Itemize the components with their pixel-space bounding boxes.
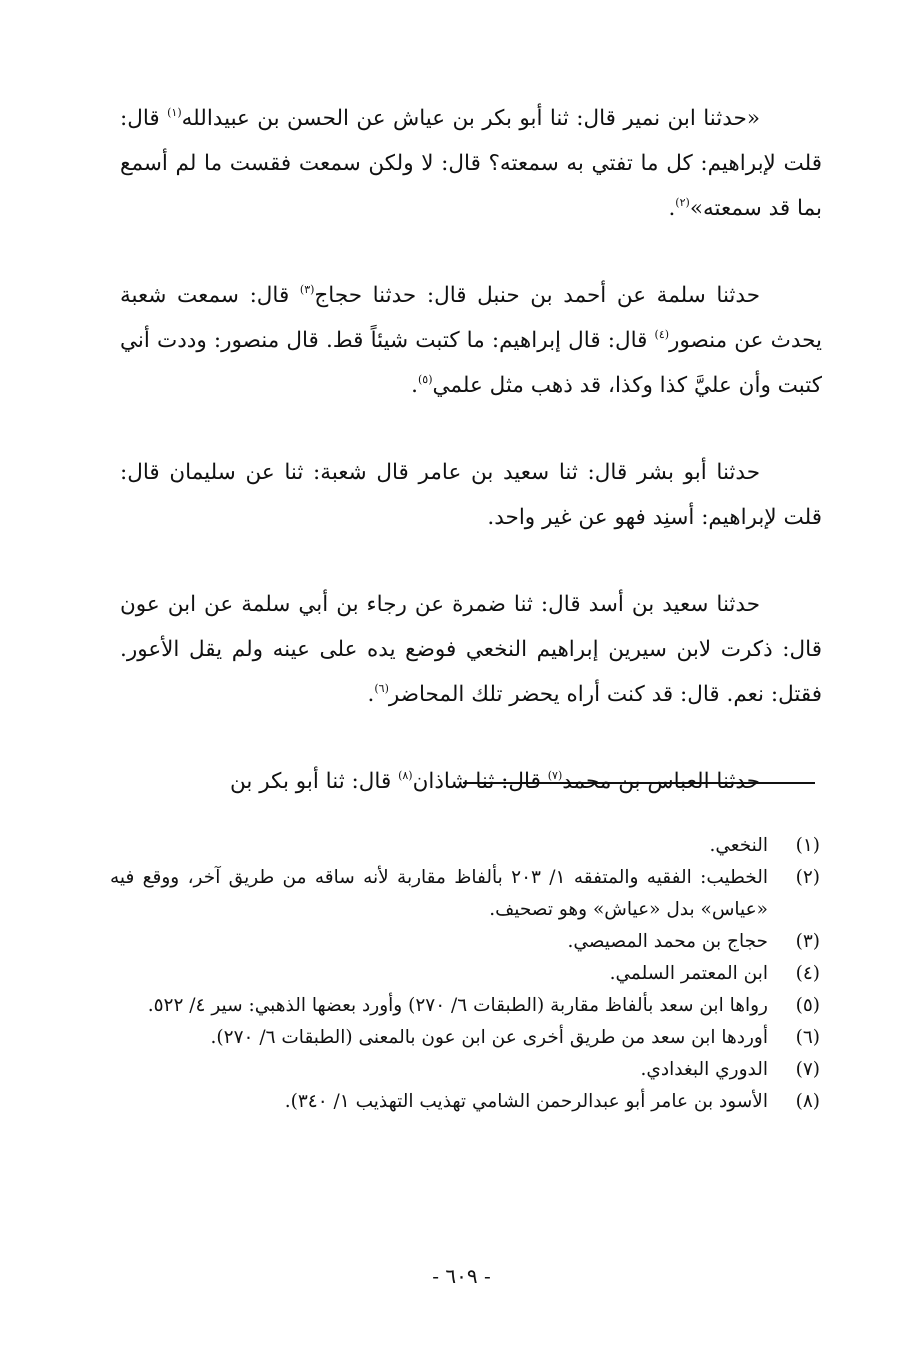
footnote-number: (٢) bbox=[795, 867, 820, 888]
footnote-number: (٨) bbox=[795, 1091, 820, 1112]
footnote-number: (٣) bbox=[795, 931, 820, 952]
footnote-ref-5: (٥) bbox=[417, 373, 433, 386]
page-number: - ٦٠٩ - bbox=[432, 1264, 491, 1288]
footnote-divider bbox=[463, 782, 815, 784]
footnote-ref-4: (٤) bbox=[654, 328, 670, 341]
footnote-ref-8: (٨) bbox=[398, 769, 413, 782]
footnote-ref-2: (٢) bbox=[675, 196, 690, 209]
footnote-text: أوردها ابن سعد من طريق أخرى عن ابن عون بالمعنى (الطبقات ٦/ ٢٧٠). bbox=[210, 1027, 768, 1048]
footnote-text: النخعي. bbox=[709, 835, 768, 856]
footnote-5 bbox=[110, 990, 820, 1022]
footnote-number: (٤) bbox=[795, 963, 820, 984]
footnote-number: (٦) bbox=[795, 1027, 820, 1048]
footnotes-list bbox=[110, 830, 820, 1118]
footnote-ref-3: (٣) bbox=[299, 283, 315, 296]
footnote-8 bbox=[110, 1086, 820, 1118]
footnote-text: الخطيب: الفقيه والمتفقه ١/ ٢٠٣ بألفاظ مقاربة لأنه ساقه من طريق آخر، ووقع فيه «عياس» بدل «عياش» وهو تصحيف. bbox=[110, 867, 768, 920]
paragraph-4: حدثنا سعيد بن أسد قال: ثنا ضمرة عن رجاء بن أبي سلمة عن ابن عون قال: ذكرت لابن سيرين إبراهيم النخعي فوضع يده على عينه ولم يقل الأعور. فقتل: نعم. قال: قد كنت أراه يحضر تلك المحاضر$^{(٦)}$. bbox=[120, 592, 822, 707]
paragraph-3: حدثنا أبو بشر قال: ثنا سعيد بن عامر قال شعبة: ثنا عن سليمان قال: قلت لإبراهيم: أسنِد فهو عن غير واحد. bbox=[120, 460, 822, 530]
footnote-ref-1: (١) bbox=[167, 106, 182, 119]
footnote-text: الأسود بن عامر أبو عبدالرحمن الشامي تهذيب التهذيب ١/ ٣٤٠). bbox=[284, 1091, 768, 1112]
footnote-ref-6: (٦) bbox=[374, 682, 389, 695]
footnote-1 bbox=[110, 830, 820, 862]
footnote-text: ابن المعتمر السلمي. bbox=[609, 963, 768, 984]
footnote-number: (٧) bbox=[795, 1059, 820, 1080]
footnote-text: رواها ابن سعد بألفاظ مقاربة (الطبقات ٦/ ٢٧٠) وأورد بعضها الذهبي: سير ٤/ ٥٢٢. bbox=[147, 995, 768, 1016]
footnote-3 bbox=[110, 926, 820, 958]
footnote-4 bbox=[110, 958, 820, 990]
footnote-2 bbox=[110, 862, 820, 926]
footnote-number: (١) bbox=[795, 835, 820, 856]
paragraph-5: حدثنا العباس بن محمد$^{(٧)}$ قال: ثنا شاذان$^{(٨)}$ قال: ثنا أبو بكر بن bbox=[230, 769, 760, 794]
footnote-7 bbox=[110, 1054, 820, 1086]
footnote-number: (٥) bbox=[795, 995, 820, 1016]
main-text bbox=[120, 96, 822, 804]
footnote-text: الدوري البغدادي. bbox=[640, 1059, 768, 1080]
footnote-ref-7: (٧) bbox=[547, 769, 563, 782]
footnote-6 bbox=[110, 1022, 820, 1054]
footnote-text: حجاج بن محمد المصيصي. bbox=[567, 931, 768, 952]
paragraph-2: حدثنا سلمة عن أحمد بن حنبل قال: حدثنا حجاج$^{(٣)}$ قال: سمعت شعبة يحدث عن منصور$^{(٤)}$ قال: قال إبراهيم: ما كتبت شيئاً قط. قال منصور: وددت أني كتبت وأن عليَّ كذا وكذا، قد ذهب مثل علمي$^{(٥)}$. bbox=[120, 283, 822, 398]
paragraph-1: «حدثنا ابن نمير قال: ثنا أبو بكر بن عياش عن الحسن بن عبيدالله$^{(١)}$ قال: قلت لإبراهيم: كل ما تفتي به سمعته؟ قال: لا ولكن سمعت فقست ما لم أسمع بما قد سمعته»$^{(٢)}$. bbox=[120, 106, 822, 221]
